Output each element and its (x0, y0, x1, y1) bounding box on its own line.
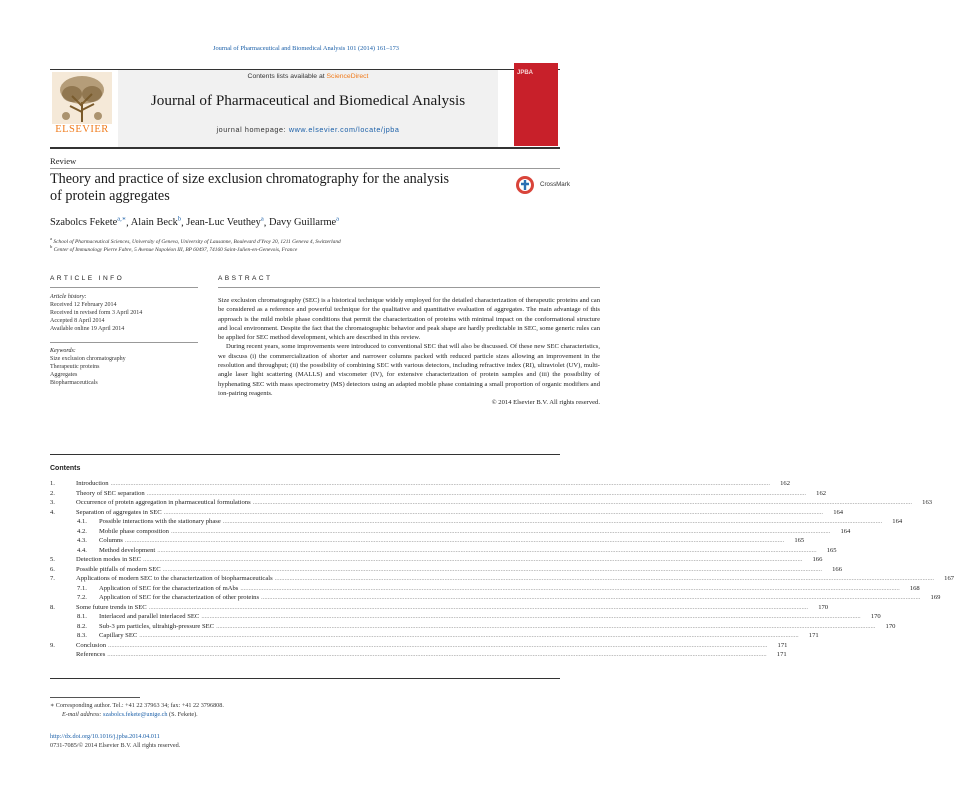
toc-title[interactable]: Columns (99, 537, 123, 544)
toc-number: 5. (50, 556, 55, 563)
toc-page-number: 164 (833, 508, 844, 516)
toc-leader-dots: ................................................................................................................................................................................................................................................................................................................................................................................................................ (139, 632, 799, 639)
toc-entry[interactable] (50, 527, 851, 537)
toc-number: 3. (50, 499, 55, 506)
toc-number: 8.2. (77, 622, 87, 630)
toc-title[interactable]: Some future trends in SEC (76, 603, 147, 611)
toc-number: 7.1. (77, 584, 87, 592)
toc-entry[interactable] (50, 641, 788, 651)
toc-leader-dots: ................................................................................................................................................................................................................................................................................................................................................................................................................ (157, 546, 817, 554)
author[interactable]: Jean-Luc Veuthey$^a$ (186, 216, 264, 229)
history-item: Accepted 8 April 2014 (50, 318, 105, 324)
toc-entry[interactable] (50, 499, 933, 508)
toc-leader-dots: ................................................................................................................................................................................................................................................................................................................................................................................................................ (107, 651, 767, 658)
toc-leader-dots: ................................................................................................................................................................................................................................................................................................................................................................................................................ (240, 584, 900, 592)
toc-leader-dots: ................................................................................................................................................................................................................................................................................................................................................................................................................ (143, 556, 803, 563)
toc-page-number: 170 (818, 603, 829, 611)
toc-page-number: 170 (885, 622, 896, 630)
toc-title[interactable]: Detection modes in SEC (76, 556, 142, 563)
toc-entry[interactable] (50, 546, 837, 556)
toc-title[interactable]: Application of SEC for the characterization of mAbs (99, 584, 239, 592)
toc-leader-dots: ................................................................................................................................................................................................................................................................................................................................................................................................................ (222, 518, 883, 525)
toc-number: 1. (50, 480, 55, 487)
email-label: E-mail address: (62, 711, 104, 718)
toc-leader-dots: ................................................................................................................................................................................................................................................................................................................................................................................................................ (170, 527, 831, 535)
toc-page-number: 166 (832, 565, 842, 573)
toc-title[interactable]: Conclusion (76, 641, 107, 649)
journal-homepage (118, 125, 498, 134)
history-item: Received in revised form 3 April 2014 (50, 310, 143, 316)
info-divider (50, 342, 198, 343)
toc-number: 8.3. (77, 632, 87, 639)
keyword: Biopharmaceuticals (50, 380, 98, 386)
keywords-label: Keywords: (50, 348, 76, 354)
header-top-rule (50, 69, 560, 70)
toc-leader-dots: ................................................................................................................................................................................................................................................................................................................................................................................................................ (274, 575, 935, 582)
toc-number: 2. (50, 489, 55, 497)
toc-entry[interactable] (50, 480, 790, 489)
toc-page-number: 164 (892, 518, 903, 525)
toc-leader-dots: ................................................................................................................................................................................................................................................................................................................................................................................................................ (163, 508, 824, 516)
toc-title[interactable]: Possible interactions with the stationary phase (99, 518, 221, 525)
contents-bottom-rule (50, 678, 560, 679)
toc-title[interactable]: Introduction (76, 480, 109, 487)
toc-title[interactable]: Capillary SEC (99, 632, 138, 639)
toc-page-number: 162 (780, 480, 790, 487)
toc-entry[interactable] (50, 508, 844, 518)
abstract-paragraph-1: Size exclusion chromatography (SEC) is a historical technique widely employed for the detailed characterization of therapeutic proteins and can be considered as a reference and powerful technique for the qualitative and quantitative evaluation of aggregates. The main advantage of this approach is the mild mobile phase conditions that permit the characterization of proteins with minimal impact on the conformational structure and local environment. Despite the fact that the chromatographic behavior and peak shape are hardly predictable in SEC, some generic rules can be applied for SEC method development, which are described in this review. (218, 297, 600, 342)
article-title-line-1: Theory and practice of size exclusion chromatography for the analysis (50, 171, 450, 187)
abstract-body (218, 296, 600, 408)
header-bottom-rule (50, 147, 560, 149)
article-info-rule (50, 287, 198, 288)
toc-leader-dots: ................................................................................................................................................................................................................................................................................................................................................................................................................ (148, 603, 809, 611)
toc-number: 4. (50, 508, 55, 516)
toc-entry[interactable] (50, 556, 823, 565)
toc-entry[interactable] (50, 489, 827, 499)
toc-leader-dots: ................................................................................................................................................................................................................................................................................................................................................................................................................ (216, 622, 876, 630)
toc-leader-dots: ................................................................................................................................................................................................................................................................................................................................................................................................................ (162, 565, 822, 573)
contents-prefix: Contents lists available at (247, 73, 327, 80)
toc-entry[interactable] (50, 584, 920, 594)
toc-page-number: 170 (870, 613, 881, 620)
toc-entry[interactable] (50, 537, 805, 546)
toc-title[interactable]: Mobile phase composition (99, 527, 169, 535)
toc-title[interactable]: Separation of aggregates in SEC (76, 508, 162, 516)
keyword: Aggregates (50, 372, 78, 378)
affiliation-a: $^a$ School of Pharmaceutical Sciences, University of Geneva, University of Lausanne, Boulevard d'Yvoy 20, 1211 Geneva 4, Switzerland (50, 236, 341, 245)
toc-number: 4.3. (77, 537, 87, 544)
author[interactable]: Szabolcs Fekete$^{a,∗}$ (50, 216, 127, 229)
toc-page-number: 171 (776, 651, 787, 658)
toc-page-number: 171 (777, 641, 788, 649)
homepage-label: journal homepage: (216, 125, 289, 134)
keyword: Therapeutic proteins (50, 364, 100, 370)
toc-page-number: 162 (816, 489, 827, 497)
toc-entry[interactable] (50, 622, 896, 632)
toc-entry[interactable] (50, 613, 881, 622)
toc-leader-dots: ................................................................................................................................................................................................................................................................................................................................................................................................................ (108, 641, 768, 649)
abstract-heading: ABSTRACT (218, 275, 273, 282)
toc-leader-dots: ................................................................................................................................................................................................................................................................................................................................................................................................................ (261, 594, 921, 601)
toc-leader-dots: ................................................................................................................................................................................................................................................................................................................................................................................................................ (252, 499, 913, 506)
toc-number: 7.2. (77, 594, 87, 601)
abstract-paragraph-2: During recent years, some improvements were introduced to conventional SEC that will also be discussed. Of these new SEC characteristics, we discuss (i) the commercialization of shorter and narrower columns packed with reduced particle sizes allowing an improvement in the resolution and throughput; (ii) the possibility of combining SEC with various detectors, including refractive index (RI), ultraviolet (UV), multi-angle laser light scattering (MALLS) and viscometer (IV), for extensive characterization of protein samples and (iii) the possibility of hyphenating SEC with mass spectrometry (MS) detectors using an adapted mobile phase containing a small proportion of organic modifiers and ion-pairing reagents. (218, 343, 600, 397)
article-type: Review (50, 156, 77, 166)
issn-copyright: 0731-7085/© 2014 Elsevier B.V. All rights reserved. (50, 742, 181, 749)
author[interactable]: Davy Guillarme$^a$ (268, 216, 340, 229)
toc-entry[interactable] (50, 603, 829, 613)
toc-entry[interactable] (50, 594, 941, 603)
affiliation-b: $^b$ Center of Immunology Pierre Fabre, 5 Avenue Napoléon III, BP 60497, 74160 Saint-Julien-en-Genevois, France (50, 244, 298, 253)
toc-entry[interactable] (50, 565, 842, 575)
toc-title[interactable]: Interlaced and parallel interlaced SEC (99, 613, 200, 620)
article-title-line-2: of protein aggregates (50, 188, 170, 204)
toc-title[interactable]: Applications of modern SEC to the characterization of biopharmaceuticals (76, 575, 273, 582)
toc-number: 9. (50, 641, 55, 649)
toc-page-number: 166 (812, 556, 823, 563)
toc-number: 6. (50, 565, 55, 573)
toc-page-number: 165 (826, 546, 837, 554)
toc-entry[interactable] (50, 632, 819, 641)
keyword: Size exclusion chromatography (50, 356, 126, 362)
toc-number: 4.2. (77, 527, 87, 535)
toc-entry[interactable] (50, 518, 903, 527)
history-item: Available online 19 April 2014 (50, 326, 125, 332)
section-rule (50, 168, 560, 169)
toc-number: 8.1. (77, 613, 87, 620)
toc-page-number: 164 (840, 527, 851, 535)
elsevier-wordmark: ELSEVIER (55, 124, 109, 135)
email-suffix: (S. Fekete). (167, 711, 198, 718)
toc-page-number: 163 (922, 499, 933, 506)
toc-entry[interactable] (50, 651, 787, 660)
abstract-copyright: © 2014 Elsevier B.V. All rights reserved. (491, 399, 600, 407)
contents-top-rule (50, 454, 560, 455)
corresponding-author-note: ∗ Corresponding author. Tel.: +41 22 37963 34; fax: +41 22 3796808. (50, 702, 224, 709)
doi-link[interactable]: http://dx.doi.org/10.1016/j.jpba.2014.04.011 (50, 733, 160, 740)
toc-title[interactable]: Possible pitfalls of modern SEC (76, 565, 161, 573)
toc-page-number: 169 (930, 594, 941, 601)
toc-leader-dots: ................................................................................................................................................................................................................................................................................................................................................................................................................ (146, 489, 807, 497)
toc-number: 4.1. (77, 518, 87, 525)
author-list: Szabolcs Fekete$^{a,∗}$, Alain Beck$^b$, Jean-Luc Veuthey$^a$, Davy Guillarme$^a$ (50, 216, 340, 229)
toc-title[interactable]: Sub-3 μm particles, ultrahigh-pressure SEC (99, 622, 215, 630)
footnote-rule (50, 697, 140, 698)
article-title (50, 171, 520, 205)
journal-title: Journal of Pharmaceutical and Biomedical Analysis (150, 92, 466, 109)
toc-number: 8. (50, 603, 55, 611)
toc-title[interactable]: Theory of SEC separation (76, 489, 145, 497)
sciencedirect-link[interactable]: ScienceDirect (326, 73, 369, 80)
toc-page-number: 171 (808, 632, 819, 639)
toc-title[interactable]: Occurrence of protein aggregation in pharmaceutical formulations (76, 499, 251, 506)
toc-title[interactable]: Method development (99, 546, 156, 554)
toc-leader-dots: ................................................................................................................................................................................................................................................................................................................................................................................................................ (110, 480, 770, 487)
article-info-heading: ARTICLE INFO (50, 275, 125, 282)
email-note (62, 711, 198, 718)
toc-title[interactable]: References (76, 651, 106, 658)
toc-page-number: 165 (794, 537, 805, 544)
author[interactable]: Alain Beck$^b$ (130, 216, 182, 229)
abstract-rule (218, 287, 600, 288)
history-item: Received 12 February 2014 (50, 302, 117, 308)
contents-heading: Contents (50, 465, 81, 472)
journal-cover-title: JPBA (517, 70, 534, 76)
toc-page-number: 167 (944, 575, 954, 582)
email-link[interactable]: szabolcs.fekete@unige.ch (103, 711, 168, 718)
toc-leader-dots: ................................................................................................................................................................................................................................................................................................................................................................................................................ (201, 613, 861, 620)
contents-available-line (118, 73, 498, 80)
toc-title[interactable]: Application of SEC for the characterization of other proteins (99, 594, 260, 601)
toc-number: 4.4. (77, 546, 87, 554)
homepage-link[interactable]: www.elsevier.com/locate/jpba (288, 125, 400, 134)
journal-citation[interactable]: Journal of Pharmaceutical and Biomedical Analysis 101 (2014) 161–173 (213, 45, 399, 52)
toc-entry[interactable] (50, 575, 954, 584)
toc-page-number: 168 (909, 584, 920, 592)
toc-leader-dots: ................................................................................................................................................................................................................................................................................................................................................................................................................ (124, 537, 785, 544)
crossmark-label[interactable]: CrossMark (540, 181, 570, 188)
article-history-label: Article history: (50, 294, 87, 300)
toc-number: 7. (50, 575, 55, 582)
